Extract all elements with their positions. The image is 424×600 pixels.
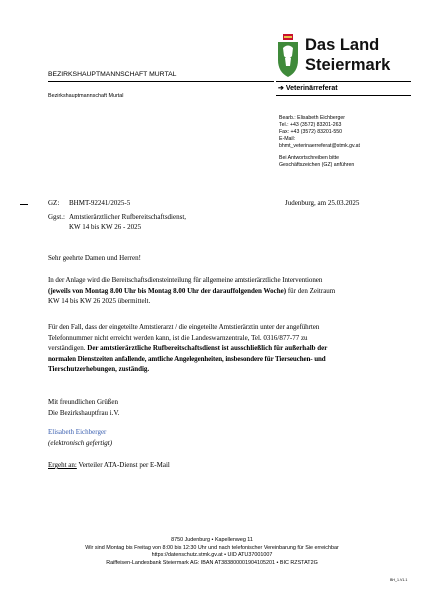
authority-caps: BEZIRKSHAUPTMANNSCHAFT MURTAL — [48, 71, 177, 78]
department-rule-bottom — [276, 95, 411, 96]
footer-bank: Raiffeisen-Landesbank Steiermark AG: IBAN AT383800001904105201 • BIC RZSTAT2G — [106, 559, 318, 566]
distribution — [48, 460, 170, 471]
page-code: BH_1.V1.1 — [390, 578, 408, 582]
cc-label: Ergeht an: — [48, 461, 77, 469]
department-label — [278, 84, 338, 92]
p2-bold-1: Der amtstierärztliche Rufbereitschaftsdienst ist ausschließlich für außerhalb der — [87, 344, 328, 352]
p2-line-1: Für den Fall, dass der eingeteilte Amtstierarzt / die eingeteilte Amtstierärztin unter der angeführten — [48, 323, 320, 331]
steiermark-logo — [276, 34, 416, 80]
p1-line-2-tail: für den Zeitraum — [286, 286, 336, 295]
logo-line-2: Steiermark — [305, 56, 391, 74]
signer-name: Elisabeth Eichberger — [48, 428, 107, 436]
subject-label: Ggst.: — [48, 213, 65, 221]
paragraph-2 — [48, 322, 378, 375]
reply-note-2: Geschäftszeichen (GZ) anführen — [279, 162, 355, 168]
p2-line-3-start: verständigen. — [48, 344, 88, 352]
closing-role: Die Bezirkshauptfrau i.V. — [48, 408, 120, 417]
p2-bold-2: normalen Dienstzeiten anfallende, amtliche Angelegenheiten, insbesondere für Tierseuchen- und — [48, 354, 326, 363]
fax: Fax: +43 (3572) 83201-550 — [279, 129, 343, 135]
header-rule — [48, 81, 274, 82]
handler: Bearb.: Elisabeth Eichberger — [279, 115, 346, 121]
department-rule — [276, 81, 411, 82]
fold-mark — [20, 204, 28, 205]
p1-line-1: In der Anlage wird die Bereitschaftsdiensteinteilung für allgemeine amtstierärztliche Interventionen — [48, 276, 323, 284]
logo-line-1: Das Land — [305, 36, 380, 54]
footer-address: 8750 Judenburg • Kapellenweg 11 — [171, 537, 253, 543]
p1-line-3: KW 14 bis KW 26 2025 übermittelt. — [48, 297, 151, 305]
closing — [48, 397, 119, 418]
signed-note: (elektronisch gefertigt) — [48, 438, 113, 447]
department-name: Veterinärreferat — [285, 85, 338, 92]
p2-line-2: Telefonnummer nicht erreicht werden kann, ist die Landeswarnzentrale, Tel. 0316/877-77 zu — [48, 333, 308, 342]
footer — [0, 537, 424, 567]
email-label: E-Mail: — [279, 136, 296, 142]
footer-hours: Wir sind Montag bis Freitag von 8:00 bis 12:30 Uhr und nach telefonischer Vereinbarung für Sie erreichbar — [85, 544, 339, 551]
signature — [48, 427, 112, 448]
footer-privacy[interactable]: https://datenschutz.stmk.gv.at • UID ATU37001007 — [151, 552, 273, 559]
gz-label: GZ: — [48, 199, 60, 207]
subject-line-2: KW 14 bis KW 26 - 2025 — [69, 223, 142, 231]
place-date: Judenburg, am 25.03.2025 — [285, 199, 360, 207]
cc-value: Verteiler ATA-Dienst per E-Mail — [76, 461, 170, 469]
gz-value: BHMT-92241/2025-5 — [69, 199, 131, 207]
closing-greeting: Mit freundlichen Grüßen — [48, 398, 118, 406]
paragraph-1 — [48, 275, 378, 307]
contact-block — [279, 115, 419, 169]
phone: Tel.: +43 (3572) 83201-263 — [279, 122, 342, 128]
p1-bold: (jeweils von Montag 8.00 Uhr bis Montag 8.00 Uhr der darauffolgenden Woche) — [48, 286, 287, 295]
subject-line-1: Amtstierärztlicher Rufbereitschaftsdienst, — [69, 213, 187, 221]
coat-of-arms-icon — [276, 34, 300, 78]
salutation: Sehr geehrte Damen und Herren! — [48, 254, 141, 262]
authority-sub: Bezirkshauptmannschaft Murtal — [48, 93, 124, 99]
email-link[interactable]: bhmt_veterinaerreferat@stmk.gv.at — [279, 143, 360, 149]
arrow-right-icon: ➔ — [278, 85, 284, 92]
reply-note-1: Bei Antwortschreiben bitte — [279, 155, 339, 161]
p2-bold-3: Tierschutzerhebungen, zuständig. — [48, 365, 150, 373]
